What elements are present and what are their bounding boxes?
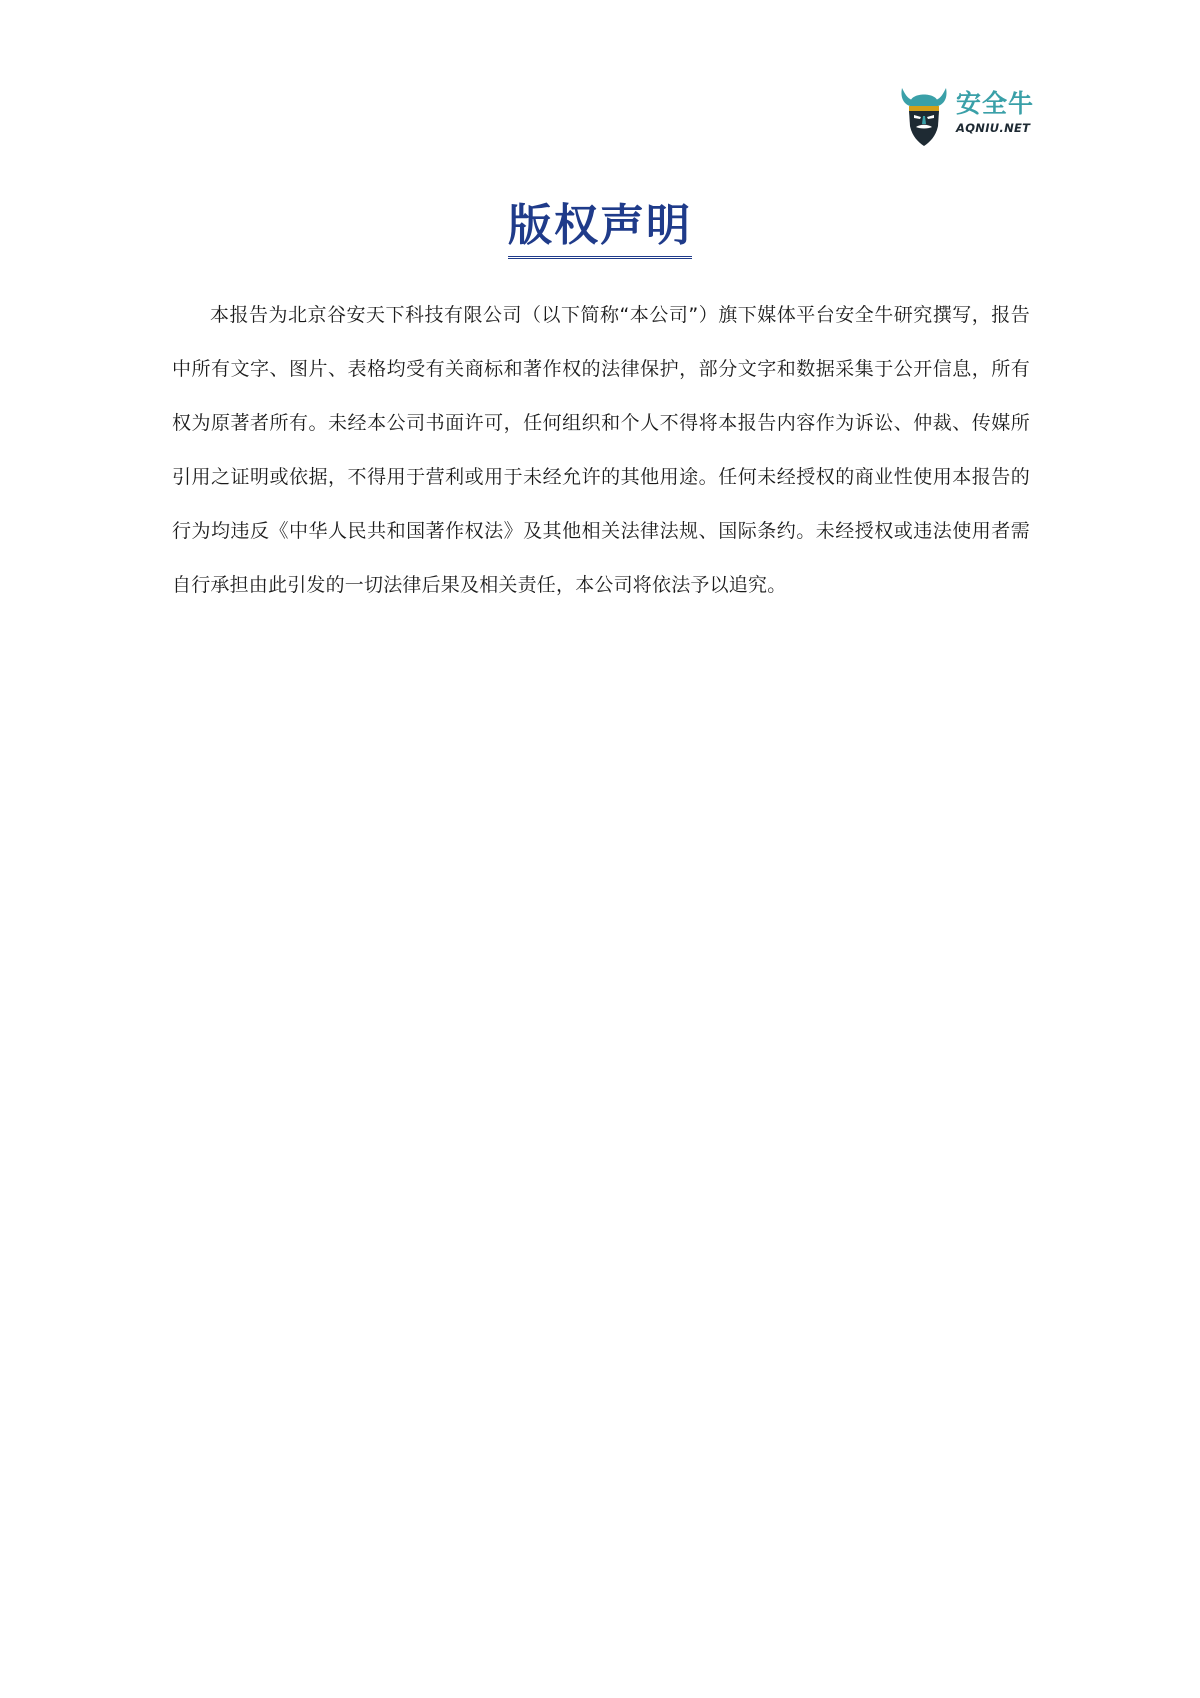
viking-helmet-icon: [898, 82, 950, 148]
page-title-text: 版权声明: [508, 200, 692, 259]
brand-logo: [898, 82, 1033, 148]
page-title: [0, 200, 1200, 261]
logo-name-cn: 安全牛: [956, 89, 1035, 118]
logo-name-en: AQNIU.NET: [956, 121, 1031, 135]
copyright-paragraph: 本报告为北京谷安天下科技有限公司（以下简称“本公司”）旗下媒体平台安全牛研究撰写，报告中所有文字、图片、表格均受有关商标和著作权的法律保护，部分文字和数据采集于公开信息，所有权为原著者所有。未经本公司书面许可，任何组织和个人不得将本报告内容作为诉讼、仲裁、传媒所引用之证明或依据，不得用于营利或用于未经允许的其他用途。任何未经授权的商业性使用本报告的行为均违反《中华人民共和国著作权法》及其他相关法律法规、国际条约。未经授权或违法使用者需自行承担由此引发的一切法律后果及相关责任，本公司将依法予以追究。: [172, 304, 1030, 596]
